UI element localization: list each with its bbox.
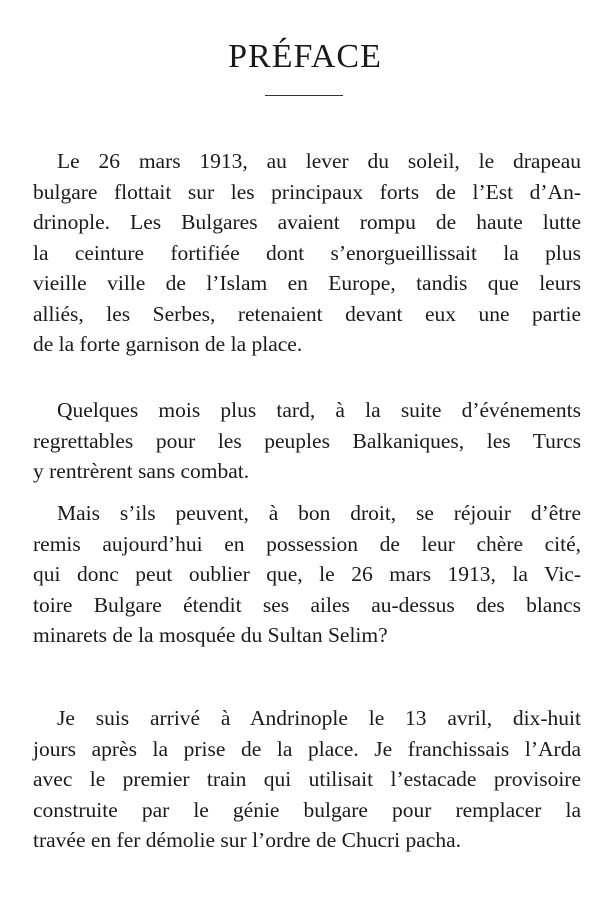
paragraph-4 bbox=[33, 703, 581, 856]
paragraph-1 bbox=[33, 146, 581, 360]
text-line: la ceinture fortifiée dont s’enorgueillissait la plus bbox=[33, 240, 581, 265]
text-line: qui donc peut oublier que, le 26 mars 1913, la Vic- bbox=[33, 562, 581, 586]
text-line: Je suis arrivé à Andrinople le 13 avril, dix-huit bbox=[57, 706, 581, 730]
text-line: Le 26 mars 1913, au lever du soleil, le drapeau bbox=[57, 149, 581, 173]
text-line: Quelques mois plus tard, à la suite d’événements bbox=[57, 398, 581, 422]
text-line: de la forte garnison de la place. bbox=[33, 332, 303, 356]
text-line: construite par le génie bulgare pour remplacer la bbox=[33, 797, 581, 822]
text-line: vieille ville de l’Islam en Europe, tandis que leurs bbox=[33, 271, 581, 295]
text-line: Mais s’ils peuvent, à bon droit, se réjouir d’être bbox=[57, 501, 581, 525]
text-line: avec le premier train qui utilisait l’estacade provisoire bbox=[33, 767, 581, 791]
title-rule bbox=[265, 95, 343, 96]
text-line: minarets de la mosquée du Sultan Selim? bbox=[33, 623, 388, 647]
text-line: bulgare flottait sur les principaux forts de l’Est d’An- bbox=[33, 179, 581, 204]
text-line: drinople. Les Bulgares avaient rompu de haute lutte bbox=[33, 210, 581, 234]
text-line: y rentrèrent sans combat. bbox=[33, 459, 250, 483]
text-line: jours après la prise de la place. Je franchissais l’Arda bbox=[33, 736, 581, 761]
page-title: PRÉFACE bbox=[228, 38, 382, 75]
paragraph-3 bbox=[33, 498, 581, 651]
text-line: regrettables pour les peuples Balkaniques, les Turcs bbox=[33, 428, 581, 453]
text-line: remis aujourd’hui en possession de leur chère cité, bbox=[33, 531, 581, 556]
text-line: toire Bulgare étendit ses ailes au-dessus des blancs bbox=[33, 592, 581, 617]
paragraph-2 bbox=[33, 395, 581, 487]
text-line: travée en fer démolie sur l’ordre de Chucri pacha. bbox=[33, 828, 462, 852]
text-line: alliés, les Serbes, retenaient devant eux une partie bbox=[33, 301, 581, 326]
